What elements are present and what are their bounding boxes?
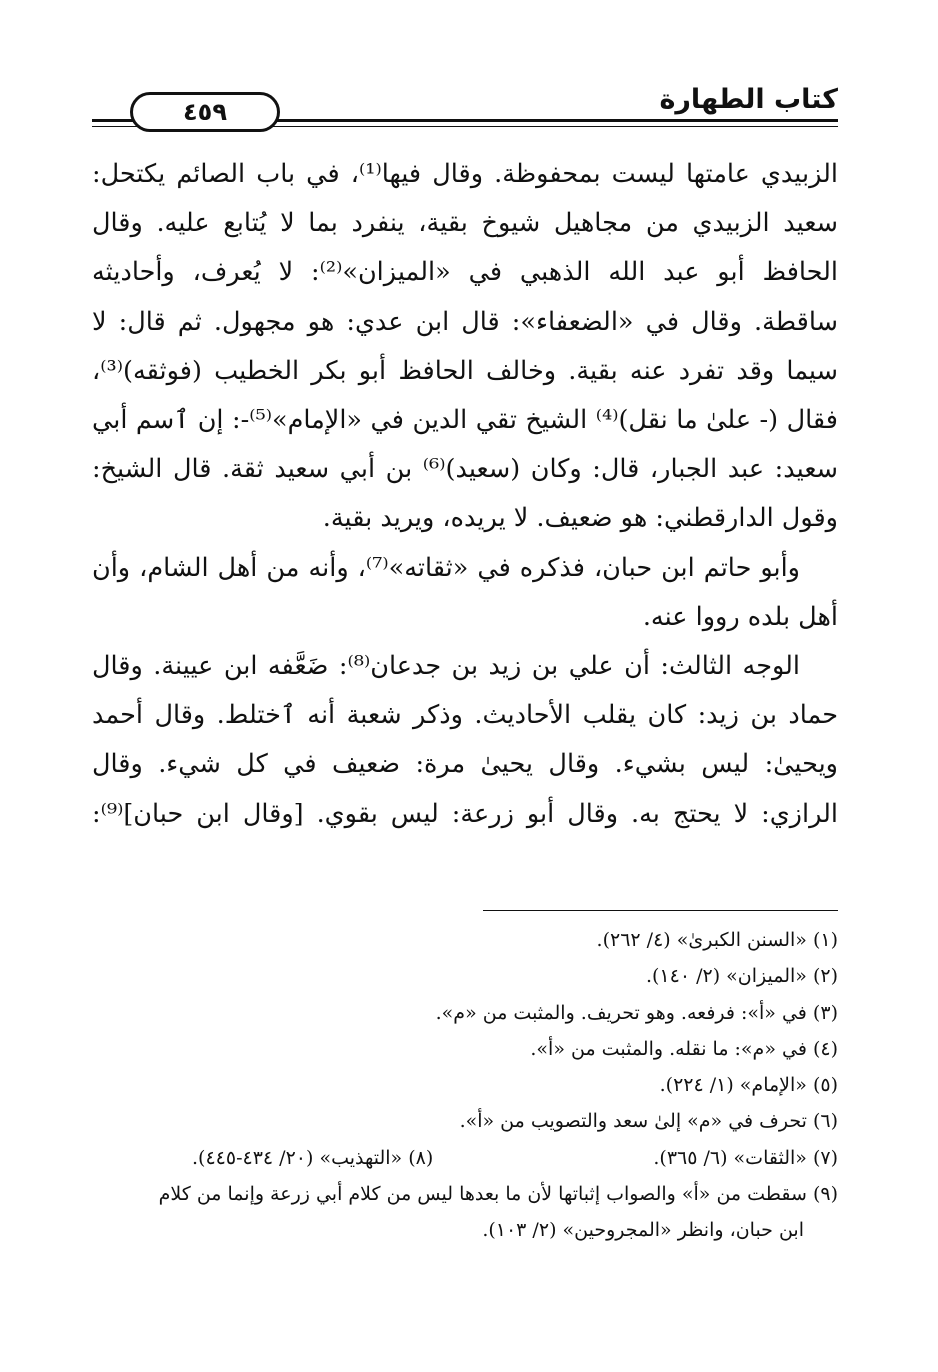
footnote-separator bbox=[483, 910, 838, 911]
footnote-9-line-1: (٩) سقطت من «أ» والصواب إثباتها لأن ما بعدها ليس من كلام أبي زرعة وإنما من كلام bbox=[158, 1183, 838, 1206]
chapter-title: كتاب الطهارة bbox=[659, 84, 838, 115]
text-line: سعيد الزبيدي من مجاهيل شيوخ بقية، ينفرد بما لا يُتابع عليه. وقال bbox=[92, 208, 838, 239]
text-line: وأن أهل بلده رووا عنه. bbox=[92, 552, 838, 632]
footnote-9 bbox=[92, 1176, 838, 1249]
paragraph-1 bbox=[92, 150, 838, 544]
page-number: ٤٥٩ bbox=[130, 92, 280, 132]
footnote-4: (٤) في «م»: ما نقله. والمثبت من «أ». bbox=[530, 1037, 838, 1060]
text-line: الوجه الثالث: أن علي بن زيد بن جدعان⁽⁸⁾: ضَعَّفه ابن عيينة. bbox=[153, 651, 800, 682]
footnote-7: (٧) «الثقات» (٦/ ٣٦٥). bbox=[653, 1146, 838, 1169]
footnote-pair-7-8 bbox=[92, 1140, 838, 1176]
text-line: الشيخ: وقول الدارقطني: هو ضعيف. لا يريده، ويريد بقية. bbox=[92, 454, 838, 534]
text-line: أحمد ويحيىٰ: ليس بشيء. وقال يحيىٰ مرة: ضعيف في كل شيء. وقال bbox=[92, 700, 838, 780]
text-line: سيما وقد تفرد عنه بقية. وخالف الحافظ أبو بكر الخطيب (فوثقه)⁽³⁾، bbox=[92, 355, 838, 386]
text-line: فقال (- علىٰ ما نقل)⁽⁴⁾ الشيخ تقي الدين في «الإمام»⁽⁵⁾-: إن ٱسم أبي bbox=[92, 405, 838, 436]
text-line: ساقطة. وقال في «الضعفاء»: قال ابن عدي: هو مجهول. ثم قال: لا bbox=[92, 306, 838, 337]
text-line: الزبيدي عامتها ليست بمحفوظة. وقال فيها⁽¹⁾، في باب الصائم يكتحل: bbox=[92, 159, 838, 189]
text-line: وأبو حاتم ابن حبان، فذكره في «ثقاته»⁽⁷⁾، وأنه من أهل الشام، bbox=[139, 552, 800, 583]
footnote-3: (٣) في «أ»: فرفعه. وهو تحريف. والمثبت من «م». bbox=[435, 1001, 838, 1024]
paragraph-3 bbox=[92, 642, 838, 839]
footnote-5: (٥) «الإمام» (١/ ٢٢٤). bbox=[659, 1074, 838, 1097]
text-line: الرازي: لا يحتج به. وقال أبو زرعة: ليس بقوي. [وقال ابن حبان]⁽⁹⁾: bbox=[92, 798, 838, 829]
text-line: سعيد: عبد الجبار، قال: وكان (سعيد)⁽⁶⁾ بن أبي سعيد ثقة. قال bbox=[172, 454, 838, 485]
footnotes bbox=[92, 922, 838, 1249]
footnote-2: (٢) «الميزان» (٢/ ١٤٠). bbox=[645, 965, 838, 988]
text-line: وقال حماد بن زيد: كان يقلب الأحاديث. وذكر شعبة أنه ٱختلط. وقال bbox=[92, 651, 838, 731]
footnote-8: (٨) «التهذيب» (٢٠/ ٤٣٤-٤٤٥). bbox=[192, 1146, 434, 1169]
footnote-6: (٦) تحرف في «م» إلىٰ سعد والتصويب من «أ». bbox=[459, 1110, 838, 1133]
body-text bbox=[92, 150, 838, 839]
footnote-1: (١) «السنن الكبرىٰ» (٤/ ٢٦٢). bbox=[596, 929, 838, 951]
page-header bbox=[92, 82, 838, 130]
paragraph-2 bbox=[92, 544, 838, 642]
footnote-9-line-2: ابن حبان، وانظر «المجروحين» (٢/ ١٠٣). bbox=[482, 1219, 804, 1242]
text-line: الحافظ أبو عبد الله الذهبي في «الميزان»⁽²⁾: لا يُعرف، وأحاديثه bbox=[92, 257, 838, 288]
